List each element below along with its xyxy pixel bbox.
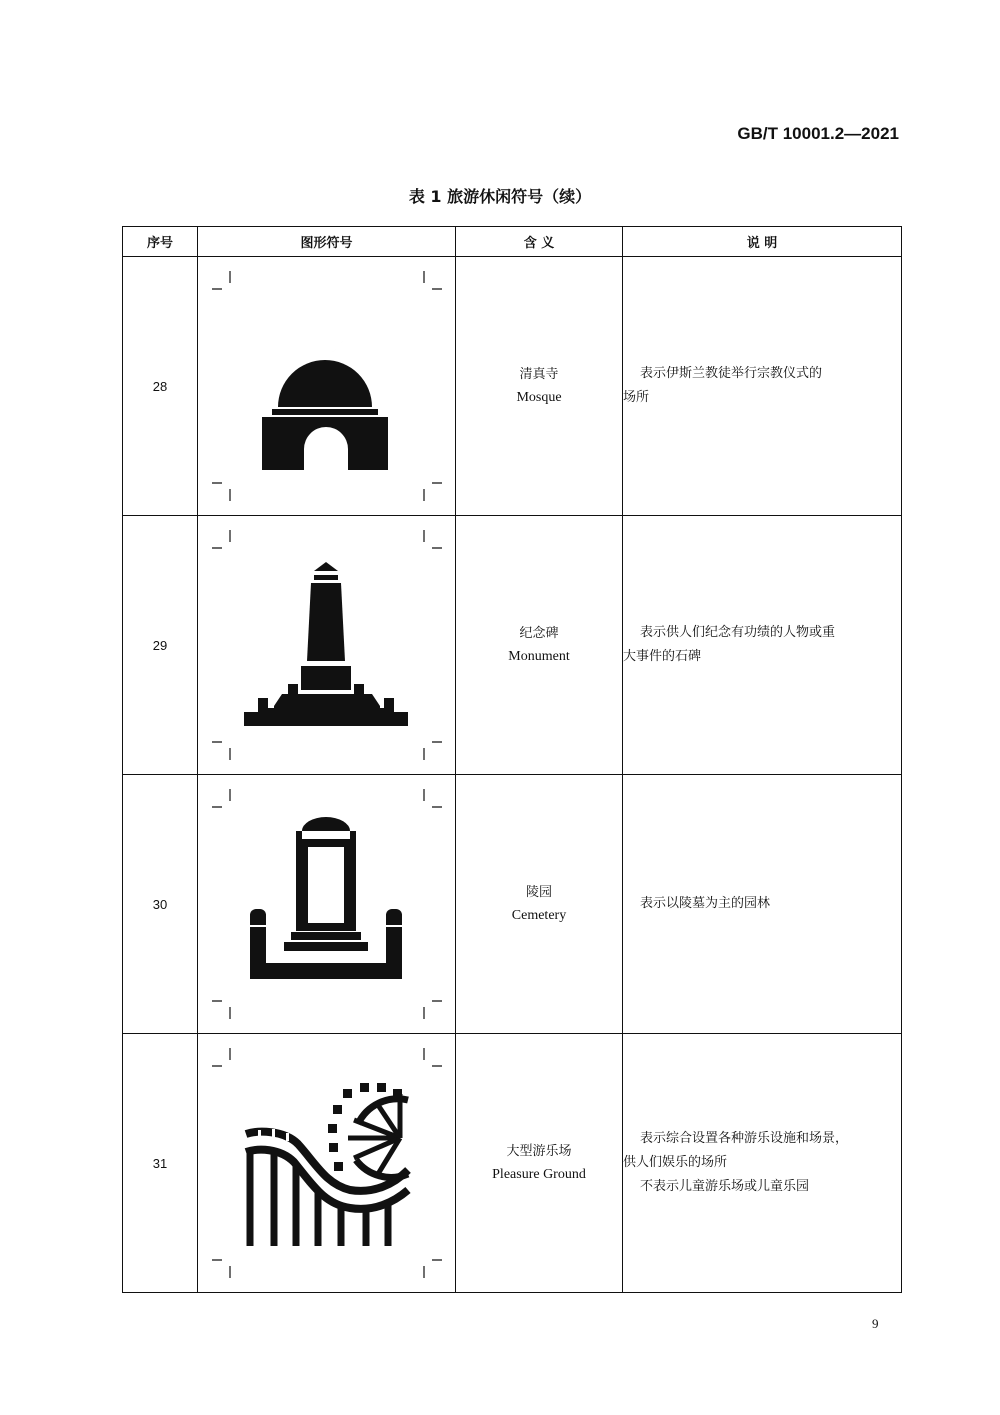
meaning-cell	[456, 516, 623, 775]
meaning-cell	[456, 775, 623, 1034]
table-row	[123, 516, 902, 775]
monument-icon	[198, 516, 456, 774]
column-header-symbol: 图形符号	[198, 227, 456, 257]
meaning-english: Monument	[508, 649, 570, 664]
meaning-chinese: 清真寺	[519, 367, 559, 382]
pleasure-ground-icon	[198, 1034, 456, 1292]
description-cell	[623, 516, 902, 775]
column-header-meaning: 含 义	[456, 227, 623, 257]
description-cell	[623, 775, 902, 1034]
table-caption: 表 1 旅游休闲符号（续）	[408, 187, 592, 206]
column-header-description: 说 明	[623, 227, 902, 257]
mosque-icon	[198, 257, 456, 515]
description-line: 供人们娱乐的场所	[623, 1155, 728, 1170]
column-header-number: 序号	[123, 227, 198, 257]
description-line: 场所	[623, 390, 650, 405]
symbol-cell	[198, 775, 456, 1034]
page-number: 9	[872, 1316, 879, 1331]
row-number: 31	[123, 1034, 198, 1293]
description-line: 不表示儿童游乐场或儿童乐园	[640, 1179, 810, 1194]
cemetery-icon	[198, 775, 456, 1033]
description-cell	[623, 257, 902, 516]
meaning-cell	[456, 257, 623, 516]
description-cell	[623, 1034, 902, 1293]
description-line: 表示伊斯兰教徒举行宗教仪式的	[640, 366, 823, 381]
row-number: 30	[123, 775, 198, 1034]
meaning-chinese: 陵园	[525, 885, 552, 900]
description-line: 大事件的石碑	[623, 649, 702, 664]
symbol-cell	[198, 1034, 456, 1293]
row-number: 29	[123, 516, 198, 775]
description-line: 表示以陵墓为主的园林	[640, 896, 771, 911]
meaning-english: Cemetery	[511, 908, 567, 923]
meaning-chinese: 纪念碑	[519, 626, 559, 641]
meaning-cell	[456, 1034, 623, 1293]
standard-code: GB/T 10001.2—2021	[737, 124, 899, 143]
symbol-cell	[198, 516, 456, 775]
symbols-table	[122, 226, 902, 1293]
symbol-cell	[198, 257, 456, 516]
description-line: 表示供人们纪念有功绩的人物或重	[640, 625, 836, 640]
meaning-english: Pleasure Ground	[492, 1167, 586, 1182]
row-number: 28	[123, 257, 198, 516]
meaning-chinese: 大型游乐场	[506, 1144, 572, 1159]
description-line: 表示综合设置各种游乐设施和场景，	[640, 1131, 849, 1146]
table-row	[123, 1034, 902, 1293]
meaning-english: Mosque	[516, 390, 562, 405]
table-row	[123, 775, 902, 1034]
table-row	[123, 257, 902, 516]
table-header-row	[123, 227, 902, 257]
